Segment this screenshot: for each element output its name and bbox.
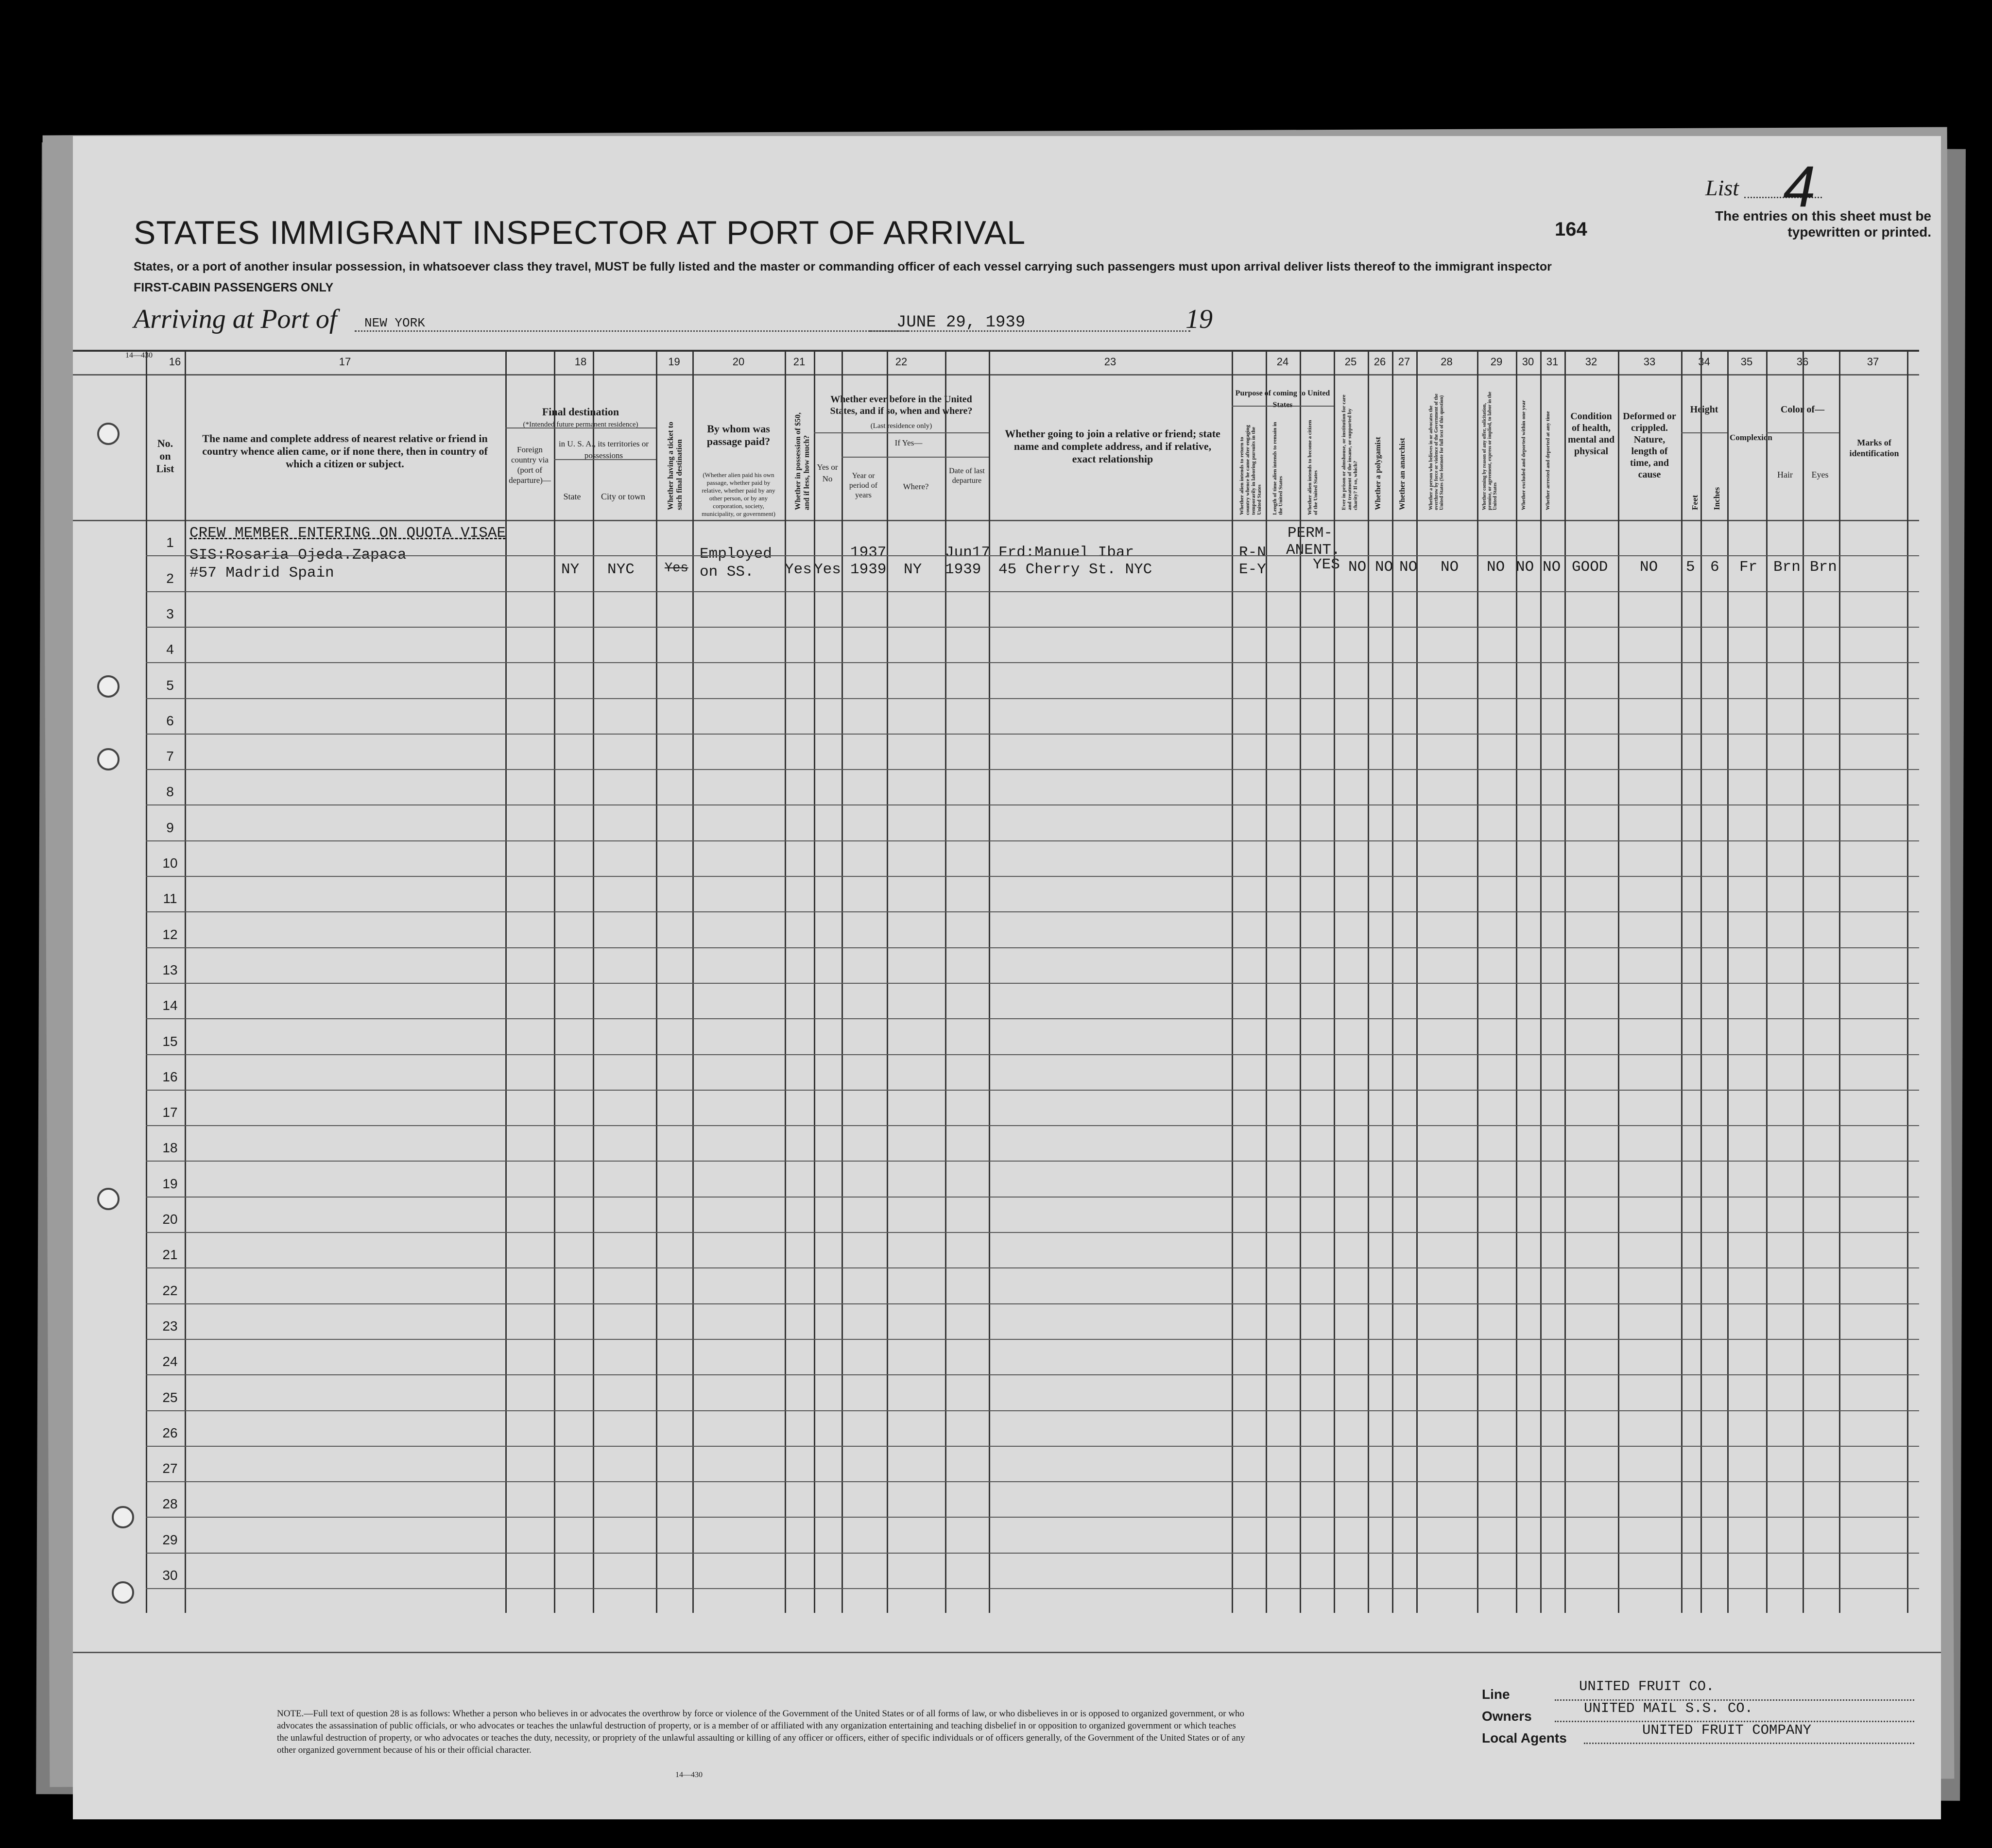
row-number: 30 (162, 1568, 178, 1583)
col-25-number: 25 (1344, 356, 1357, 368)
entry-period-end: 1939 (850, 561, 887, 578)
col-26-number: 26 (1374, 356, 1386, 368)
entry-relative-name: SIS:Rosaria Ojeda.Zapaca (189, 547, 407, 564)
agents-value: UNITED FRUIT COMPANY (1642, 1722, 1812, 1738)
column-rule (656, 350, 657, 1613)
agents-dotline (1584, 1743, 1914, 1744)
footnote: NOTE.—Full text of question 28 is as follows: Whether a person who believes in or advocates the overthrow by force or violence of the Government of the United States or of all forms of law, or who disbelieves in or is opposed to organized government, or who advocates the assassination of public officials, or who advocates or teaches the unlawful destruction of property, or is a member of or affiliated with any organization entertaining and teaching disbelief in or opposition to organized government or which teaches the unlawful destruction of property, or who advocates or teaches the duty, necessity, or propriety of the unlawful assaulting or killing of any officer or officers, either of specific individuals or of officers generally, of the Government of the United States or of any other organized government because of his or their official character. (277, 1709, 1245, 1755)
col-34-inches: Inches (1712, 487, 1721, 510)
owners-value: UNITED MAIL S.S. CO. (1584, 1700, 1753, 1716)
col-29-number: 29 (1490, 356, 1503, 368)
entry-inches: 6 (1710, 559, 1719, 576)
row-rule (146, 1018, 1919, 1019)
entry-before: Yes (814, 561, 841, 578)
col-36-header: Color of— (1780, 404, 1825, 415)
column-rule (1477, 350, 1478, 1613)
form-number: 164 (1555, 219, 1587, 240)
form-top-rule (73, 350, 1919, 352)
row-number: 16 (162, 1069, 178, 1084)
column-rule (1907, 350, 1908, 1613)
column-rule (887, 350, 888, 1613)
row-rule (146, 1446, 1919, 1447)
column-rule (146, 350, 147, 1613)
column-rule (1334, 350, 1335, 1613)
row-number: 28 (162, 1496, 178, 1512)
row-number: 27 (162, 1461, 178, 1476)
col-17-number: 17 (339, 356, 351, 368)
col-22-yesno: Yes or No (817, 462, 838, 483)
row-number: 22 (162, 1283, 178, 1298)
col-23-number: 23 (1104, 356, 1116, 368)
row-number: 17 (162, 1105, 178, 1120)
col-22-where: Where? (903, 482, 929, 491)
col-34-feet: Feet (1690, 495, 1700, 510)
col-18-number: 18 (574, 356, 587, 368)
row-rule (146, 1517, 1919, 1518)
column-rule (1516, 350, 1517, 1613)
col-24-header: Purpose of coming to United States (1235, 389, 1330, 409)
row-rule (146, 591, 1919, 592)
binder-hole (112, 1581, 134, 1604)
col-24-b: Length of time alien intends to remain in the United States (1272, 422, 1284, 515)
row-number: 9 (166, 820, 174, 835)
column-rule (1266, 350, 1267, 1613)
entry-health: GOOD (1572, 559, 1608, 576)
header-rule (73, 374, 1919, 376)
column-rule (1618, 350, 1619, 1613)
col-24-c: Whether alien intends to become a citizen of the United States (1307, 420, 1319, 515)
col-22-sub: (Last residence only) (870, 422, 932, 430)
subheader-rule (814, 432, 989, 433)
subheader-rule (554, 459, 656, 460)
col-16-header: No. on List (156, 437, 174, 475)
col-33-header: Deformed or crippled. Nature, length of time, and cause (1623, 411, 1676, 480)
row-number: 8 (166, 784, 174, 800)
entry-paid-line1: Employed (700, 546, 772, 563)
col-22-ifyes: If Yes— (894, 438, 923, 447)
entry-deformed: NO (1640, 559, 1658, 576)
col-31-header: Whether arrested and deported at any time (1545, 411, 1551, 510)
col-22-header: Whether ever before in the United States, and if so, when and where? (830, 394, 973, 416)
entry-money: Yes (785, 561, 812, 578)
row-number: 10 (162, 856, 178, 871)
row-number: 11 (163, 891, 177, 907)
owners-label: Owners (1482, 1709, 1532, 1724)
row-rule (146, 769, 1919, 770)
col-20-header: By whom was passage paid? (706, 423, 771, 447)
entry-period-start: 1937 (850, 544, 887, 561)
column-rule (785, 350, 786, 1613)
col-30-number: 30 (1522, 356, 1534, 368)
entry-length-2: ANENT. (1286, 542, 1340, 559)
entry-arrested: NO (1543, 559, 1561, 576)
subheader-rule (1766, 432, 1839, 433)
row-rule (146, 1410, 1919, 1411)
entry-anarchist: NO (1399, 559, 1418, 576)
entry-state: NY (561, 561, 580, 578)
col-35-number: 35 (1740, 356, 1753, 368)
row-number: 13 (162, 962, 178, 977)
col-37-header: Marks of identification (1849, 438, 1899, 458)
col-22-period: Year or period of years (849, 472, 878, 499)
instructions: States, or a port of another insular possession, in whatsoever class they travel, MUST be fully listed and the master or commanding officer of each vessel carrying such passengers must upon arrival deliver lists thereof to the immigrant inspector (134, 260, 1552, 274)
subheader-rule (841, 457, 989, 458)
col-20-number: 20 (732, 356, 745, 368)
column-rule (593, 350, 594, 1613)
entry-feet: 5 (1686, 559, 1695, 576)
entry-relative-address: #57 Madrid Spain (189, 565, 334, 582)
list-number: 4 (1783, 154, 1816, 219)
binder-hole (97, 1188, 120, 1210)
col-19-number: 19 (668, 356, 680, 368)
col-18-state: State (563, 492, 581, 501)
entry-excluded: NO (1516, 559, 1534, 576)
col-28-number: 28 (1441, 356, 1453, 368)
row-rule (146, 662, 1919, 663)
row-number: 18 (162, 1140, 178, 1156)
column-rule (1766, 350, 1768, 1613)
subheader-rule (1681, 432, 1727, 433)
row-rule (146, 804, 1919, 805)
col-27-header: Whether an anarchist (1398, 438, 1407, 510)
row-rule (146, 734, 1919, 735)
manifest-sheet (73, 136, 1941, 1819)
col-31-number: 31 (1546, 356, 1559, 368)
col-36-hair: Hair (1777, 470, 1793, 479)
row-number: 6 (166, 713, 174, 728)
column-rule (185, 350, 186, 1613)
column-rule (1232, 350, 1233, 1613)
column-rule (1700, 350, 1702, 1613)
entry-eyes: Brn (1810, 559, 1837, 576)
table-bottom-rule (73, 1652, 1941, 1653)
line-label: Line (1482, 1687, 1510, 1702)
row-rule (146, 1374, 1919, 1375)
entry-citizen: YES (1313, 556, 1340, 573)
footer-form-code: 14—430 (675, 1771, 703, 1779)
row-rule (146, 911, 1919, 912)
col-18-header: Final destination (542, 406, 619, 418)
column-rule (505, 350, 507, 1613)
arriving-label: Arriving at Port of (134, 304, 337, 334)
column-rule (1839, 350, 1840, 1613)
column-rule (1727, 350, 1729, 1613)
list-label: List (1705, 175, 1739, 200)
col-29-header: Whether coming by reason of any offer, solicitation, promise, or agreement, express or implied, to labor in the United States (1482, 392, 1498, 510)
entry-overthrow: NO (1441, 559, 1459, 576)
arrival-date: JUNE 29, 1939 (896, 313, 1026, 332)
entry-purpose-1: R-N (1239, 544, 1266, 561)
entry-paid-line2: on SS. (700, 564, 754, 581)
subheader-rule (1232, 406, 1334, 407)
passenger-class: FIRST-CABIN PASSENGERS ONLY (134, 281, 334, 294)
col-36-eyes: Eyes (1811, 470, 1829, 479)
binder-hole (97, 423, 120, 445)
page-title: STATES IMMIGRANT INSPECTOR AT PORT OF ARRIVAL (134, 214, 1026, 251)
col-32-number: 32 (1585, 356, 1597, 368)
row-rule (146, 983, 1919, 984)
column-rule (814, 350, 815, 1613)
col-19-header: Whether having a ticket to such final destination (667, 422, 684, 510)
entries-note: The entries on this sheet must be typewritten or printed. (1715, 208, 1931, 240)
row-rule (146, 840, 1919, 841)
form-code: 14—430 (125, 351, 153, 359)
column-rule (1681, 350, 1683, 1613)
col-33-number: 33 (1643, 356, 1656, 368)
row-number: 25 (162, 1389, 178, 1405)
year-label: 19 (1185, 304, 1213, 334)
entry-join-address: 45 Cherry St. NYC (998, 561, 1152, 578)
row-number: 29 (162, 1532, 178, 1547)
binder-hole (97, 675, 120, 698)
row-rule (146, 1588, 1919, 1589)
row-rule (146, 555, 1919, 556)
column-rule (945, 350, 946, 1613)
entry-hair: Brn (1773, 559, 1801, 576)
port-value: NEW YORK (364, 316, 425, 330)
agents-label: Local Agents (1482, 1730, 1567, 1745)
column-rule (692, 350, 694, 1613)
row-rule (146, 876, 1919, 877)
col-20-sub: (Whether alien paid his own passage, whether paid by relative, whether paid by any other person, or by any corporation, society, municipality, or government) (702, 471, 775, 517)
row-rule (146, 1161, 1919, 1162)
line-value: UNITED FRUIT CO. (1579, 1678, 1715, 1694)
col-30-header: Whether excluded and deported within one year (1521, 400, 1527, 510)
col-22-date: Date of last departure (949, 467, 985, 485)
row-number: 5 (166, 677, 174, 693)
row-rule (146, 1054, 1919, 1055)
entry-labor: NO (1487, 559, 1505, 576)
binder-hole (112, 1506, 134, 1528)
row-number: 20 (162, 1212, 178, 1227)
header-bottom-rule (73, 520, 1919, 521)
row-number: 1 (166, 535, 174, 550)
col-18-usa: in U. S. A., its territories or possessions (558, 439, 649, 460)
row-number: 3 (166, 606, 174, 621)
row-rule (146, 1267, 1919, 1268)
row-number: 26 (162, 1425, 178, 1440)
row-number: 2 (166, 570, 174, 586)
row-rule (146, 1232, 1919, 1233)
entry-polygamist: NO (1375, 559, 1393, 576)
row-number: 19 (162, 1176, 178, 1191)
col-22-number: 22 (895, 356, 908, 368)
row-number: 24 (162, 1354, 178, 1369)
row-rule (146, 1090, 1919, 1091)
col-18-city: City or town (601, 492, 645, 501)
row-rule (146, 627, 1919, 628)
col-34-header: Height (1690, 404, 1718, 415)
row-number: 12 (162, 926, 178, 942)
entry-where: NY (904, 561, 922, 578)
entry-join-name: Frd:Manuel Ibar (998, 544, 1134, 561)
col-18-sub: (*Intended future permanent residence) (523, 421, 638, 428)
col-28-header: Whether a person who believes in or advocates the overthrow by force or violence of the Government of the United States (See footnote for full text of this question) (1428, 394, 1444, 510)
row-number: 14 (162, 998, 178, 1013)
col-34-number: 34 (1698, 356, 1710, 368)
col-17-header: The name and complete address of nearest relative or friend in country whence alien came, or if none there, then in country of which a citizen or subject. (202, 432, 488, 470)
column-rule (1392, 350, 1393, 1613)
col-16-number: 16 (169, 356, 181, 368)
row-number: 21 (162, 1247, 178, 1263)
col-27-number: 27 (1398, 356, 1410, 368)
row-number: 7 (166, 749, 174, 764)
row-rule (146, 1197, 1919, 1198)
entry-banner: CREW MEMBER ENTERING ON QUOTA VISAE (189, 525, 506, 542)
column-rule (1564, 350, 1566, 1613)
entry-prison: NO (1348, 559, 1367, 576)
entry-ticket: Yes (665, 561, 688, 576)
col-18-foreign: Foreign country via (port of departure)— (509, 445, 551, 485)
column-rule (1540, 350, 1542, 1613)
entry-departure-year: 1939 (945, 561, 981, 578)
entry-complexion: Fr (1739, 559, 1758, 576)
column-rule (841, 350, 843, 1613)
row-rule (146, 1481, 1919, 1482)
col-25-header: Ever in prison or almshouse, or institution for care and treatment of the insane, or supported by charity? If so, which? (1341, 394, 1358, 510)
column-rule (1416, 350, 1418, 1613)
row-number: 15 (162, 1033, 178, 1049)
entry-length-1: PERM- (1288, 525, 1333, 542)
row-rule (146, 1125, 1919, 1126)
col-24-a: Whether alien intends to return to country whence he came after engaging temporarily in laboring pursuits in the United States (1239, 425, 1262, 515)
row-rule (146, 947, 1919, 948)
binder-hole (97, 748, 120, 770)
row-rule (146, 1553, 1919, 1554)
col-35-header: Complexion (1730, 433, 1772, 442)
column-rule (554, 350, 555, 1613)
column-rule (1803, 350, 1804, 1613)
column-rule (1368, 350, 1369, 1613)
port-dotline (355, 330, 909, 332)
row-number: 4 (166, 642, 174, 657)
row-rule (146, 1303, 1919, 1304)
row-number: 23 (162, 1318, 178, 1334)
entry-city: NYC (607, 561, 635, 578)
col-23-header: Whether going to join a relative or friend; state name and complete address, and if relative, exact relationship (1005, 428, 1220, 465)
col-21-number: 21 (793, 356, 806, 368)
col-21-header: Whether in possession of $50, and if less, how much? (794, 412, 811, 510)
col-36-number: 36 (1796, 356, 1809, 368)
entry-purpose-2: E-Y (1239, 561, 1266, 578)
column-rule (1300, 350, 1301, 1613)
entry-departure-day: Jun17 (945, 544, 991, 561)
col-37-number: 37 (1867, 356, 1879, 368)
col-24-number: 24 (1276, 356, 1289, 368)
row-rule (146, 1339, 1919, 1340)
column-rule (989, 350, 990, 1613)
row-rule (146, 698, 1919, 699)
col-32-header: Condition of health, mental and physical (1567, 411, 1615, 457)
col-26-header: Whether a polygamist (1374, 437, 1382, 510)
